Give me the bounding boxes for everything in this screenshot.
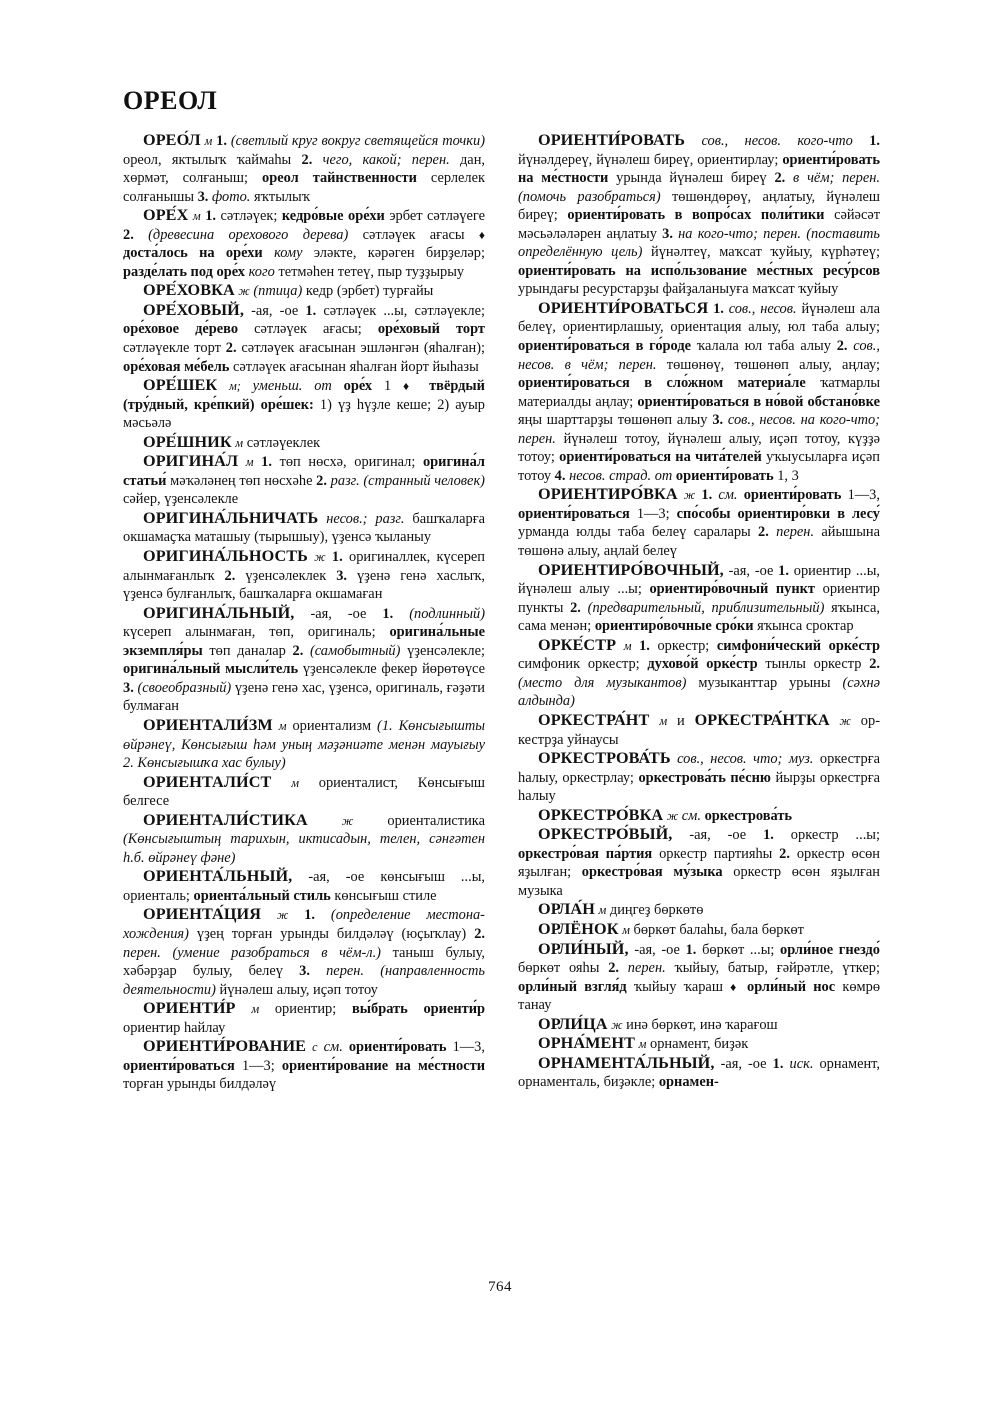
- entry-sense-number: 1.: [713, 300, 724, 317]
- entry-label: (предварительный, приблизительный): [587, 599, 825, 616]
- dictionary-entry: [123, 811, 485, 868]
- entry-label: (самобытный): [309, 642, 401, 659]
- entry-gender: м: [278, 718, 287, 733]
- entry-phrase: ориенти́роваться в сло́жном материа́ле: [518, 375, 806, 392]
- entry-gloss: яҡынса сроктар: [757, 618, 854, 635]
- entry-headword: ОРИЕНТИРО́ВКА: [538, 485, 678, 504]
- entry-gloss: яңы шарттарҙы төшөнөп алыу: [518, 412, 708, 429]
- entry-headword: ОРКЕСТРА́НТ: [538, 710, 650, 729]
- dictionary-entry: [123, 509, 485, 547]
- entry-label: см.: [681, 807, 701, 824]
- entry-headword: ОРИГИНА́ЛЬНОСТЬ: [143, 547, 308, 566]
- entry-gloss: башҡаларға окшамаҫҡа маташыу (тырышыу), үҙенсә ҡыланыу: [123, 510, 485, 546]
- dictionary-entry: [123, 452, 485, 509]
- entry-headword: ОРЛЁНОК: [538, 919, 619, 938]
- entry-headword: ОРИЕНТАЛИ́СТ: [143, 772, 272, 791]
- entry-gloss: -ая, -ое: [310, 605, 367, 622]
- entry-label: иск.: [789, 1055, 814, 1072]
- entry-phrase: оре́ховый торт: [377, 321, 485, 338]
- entry-gender: ж: [611, 1017, 623, 1032]
- entry-phrase: оригина́л статьи́: [123, 454, 485, 489]
- entry-headword: ОРИЕНТАЛИ́ЗМ: [143, 715, 273, 734]
- entry-gloss: серлелек солғанышы: [123, 170, 485, 205]
- running-head: ОРЕОЛ: [123, 86, 218, 115]
- entry-gender: м: [291, 775, 299, 790]
- entry-sense-number: 1.: [382, 605, 394, 622]
- entry-gloss: йүнәлеш алыу, иҫәп тотоу: [219, 981, 378, 998]
- entry-gender: м: [192, 209, 201, 224]
- entry-gloss: урында йүнәлеш биреү: [616, 170, 767, 187]
- entry-gloss: оркестр өсөн яҙылған;: [518, 845, 880, 881]
- dictionary-entry: [518, 711, 880, 749]
- entry-gloss: көнсығыш стиле: [334, 887, 437, 904]
- entry-gender: ж: [341, 813, 354, 828]
- entry-gloss: дан, хөрмәт, солғаныш;: [123, 151, 485, 187]
- entry-label: перен. (направленность деятельности): [123, 963, 485, 998]
- entry-gloss: оркестрҙа уйнаусы: [518, 712, 880, 748]
- entry-headword: ОРИГИНА́ЛЬНИЧАТЬ: [143, 508, 319, 527]
- entry-headword: ОРЕО́Л: [143, 131, 201, 149]
- entry-sense-number: 2.: [123, 226, 134, 243]
- entry-headword: ОРЕ́ШЕК: [143, 376, 218, 395]
- entry-gloss: тетмәһен тетеү, пыр туҙҙырыу: [278, 263, 465, 280]
- entry-sense-number: 3.: [299, 963, 310, 980]
- dictionary-entry: [518, 636, 880, 711]
- lozenge-icon: ♦: [402, 379, 418, 394]
- entry-headword: ОРИГИНА́Л: [143, 452, 239, 471]
- entry-headword: ОРИЕНТА́ЛЬНЫЙ,: [143, 867, 293, 886]
- entry-label: (птица): [253, 283, 303, 300]
- entry-headword: ОРКЕ́СТР: [538, 635, 617, 654]
- entry-sense-number: 1.: [205, 208, 216, 225]
- entry-gender: ж: [666, 808, 679, 823]
- dictionary-entry: [123, 867, 485, 905]
- entry-phrase: ореол тайнственности: [262, 170, 417, 187]
- entry-gender: м: [638, 1037, 647, 1052]
- entry-label: см.: [323, 1039, 343, 1056]
- entry-label: (своеобразный): [137, 679, 232, 696]
- entry-headword: ОРНАМЕНТА́ЛЬНЫЙ,: [538, 1053, 715, 1072]
- entry-gloss: оркестр;: [657, 637, 710, 654]
- entry-sense-number: 3.: [197, 188, 209, 205]
- entry-gloss: орнамент, орнаменталь, биҙәкле;: [518, 1055, 880, 1091]
- entry-gloss: ориентир пункты: [518, 581, 880, 616]
- entry-label: уменьш. от: [252, 378, 332, 395]
- entry-gloss: ҡалала юл таба алыу: [696, 338, 831, 355]
- entry-gloss: оркестр партияһы: [659, 845, 773, 862]
- entry-phrase: ориенти́ровать в вопро́сах поли́тики: [567, 207, 825, 224]
- entry-label: перен. (умение разобраться в чём-л.): [123, 944, 381, 961]
- entry-gloss: бөркөт балаһы, бала бөркөт: [633, 921, 804, 938]
- entry-gloss: диңгеҙ бөркөтө: [609, 902, 704, 919]
- entry-headword: ОРИЕНТАЛИ́СТИКА: [143, 810, 308, 829]
- page-number: 764: [488, 1279, 512, 1295]
- entry-gloss: сәйер, үҙенсәлекле: [123, 491, 239, 508]
- entry-phrase: ориенти́ровать: [743, 487, 842, 504]
- entry-sense-number: 2.: [225, 340, 237, 357]
- entry-sense-number: 3.: [662, 225, 673, 242]
- entry-phrase: ориенти́ровать: [348, 1039, 447, 1056]
- entry-gender: м: [245, 455, 254, 470]
- entry-label: (подлинный): [409, 605, 485, 622]
- entry-headword: ОРЕ́Х: [143, 206, 189, 225]
- entry-gloss: сәтләүеклек: [246, 434, 321, 451]
- entry-label: перен.: [776, 524, 815, 541]
- entry-phrase: ориенти́роваться на чита́телей: [559, 449, 762, 466]
- entry-gloss: бөркөт ояһы: [518, 960, 600, 977]
- entry-gloss: көмрө танау: [518, 978, 881, 1014]
- entry-gloss: сәйәсәт мәсьәләләрен аңлатыу: [518, 207, 881, 242]
- entry-gloss: ориентир һайлау: [123, 1019, 226, 1036]
- entry-gender: ж: [683, 488, 696, 503]
- entry-gloss: күсереп алынмаған, төп, оригиналь;: [123, 624, 376, 641]
- dictionary-entry: [123, 1037, 485, 1094]
- entry-sense-number: 2.: [836, 338, 848, 355]
- entry-label: (определение местонахождения): [123, 907, 485, 942]
- entry-headword: ОРЛИ́НЫЙ,: [538, 939, 629, 958]
- entry-label: (1. Көнсығышты өйрәнеү, Көнсығыш һәм уның мәҙәниәте менән мауығыу 2. Көнсығышҡа хас булыу): [123, 717, 485, 772]
- entry-gloss: музыканттар урыны: [698, 674, 831, 691]
- entry-headword: ОРКЕСТРА́НТКА: [694, 710, 830, 729]
- entry-gloss: -ая, -ое: [728, 562, 774, 579]
- entry-gloss: үҙенә генә хаслыҡ, үҙенсә булғанлыҡ, башҡаларға окшамаған: [123, 567, 485, 603]
- entry-gloss: -ая, -ое: [634, 941, 680, 958]
- entry-gloss: таныш булыу, хәбәрҙар булыу, белеү: [123, 944, 485, 980]
- entry-sense-number: 2.: [570, 599, 581, 616]
- entry-headword: ОРЕ́ХОВЫЙ,: [143, 300, 244, 319]
- dictionary-entry: [123, 716, 485, 773]
- entry-label: сов., несов.: [728, 300, 797, 317]
- entry-gloss: и: [677, 712, 685, 729]
- entry-label: несов. страд. от: [569, 467, 673, 484]
- entry-headword: ОРКЕСТРОВА́ТЬ: [538, 749, 671, 768]
- entry-phrase: ориенти́ровать на испо́льзование ме́стных ресу́рсов: [518, 262, 880, 279]
- entry-sense-number: 2.: [758, 524, 769, 541]
- dictionary-entry: [518, 1015, 880, 1035]
- entry-gender: ж: [839, 713, 851, 728]
- entry-gloss: үҙенсәлекле;: [407, 642, 485, 659]
- entry-sense-number: 1.: [778, 562, 789, 579]
- entry-gender: с: [312, 1040, 318, 1055]
- entry-sense-number: 1.: [261, 454, 272, 471]
- entry-sense-number: 1.: [869, 133, 880, 149]
- entry-gloss: үҙенсәлеклек: [245, 567, 327, 584]
- entry-sense-number: 1.: [331, 549, 343, 566]
- dictionary-entry: [123, 604, 485, 716]
- entry-gloss: төшөнөү, төшөнөп алыу, аңлау;: [666, 356, 880, 373]
- entry-label: кого: [248, 263, 275, 280]
- entry-phrase: орли́ный взгля́д: [518, 978, 627, 995]
- entry-label: см.: [718, 487, 738, 504]
- entry-gloss: мәҡәләнең төп нөсхәһе: [170, 472, 313, 489]
- entry-gloss: ориентализм: [292, 717, 372, 734]
- entry-sense-number: 1.: [685, 941, 697, 958]
- entry-gloss: эләкте, кәрәген бирҙеләр;: [313, 245, 485, 262]
- entry-gloss: сәтләүек ағасынан эшләнгән (яһалған);: [241, 340, 485, 357]
- entry-gender: ж: [276, 908, 289, 923]
- entry-gloss: 1: [383, 378, 392, 395]
- entry-sense-number: 2.: [301, 151, 313, 168]
- dictionary-entry: [518, 561, 880, 636]
- entry-sense-number: 1.: [763, 827, 774, 844]
- entry-gloss: 1—3;: [241, 1057, 275, 1074]
- entry-headword: ОРКЕСТРО́ВКА: [538, 805, 664, 824]
- entry-gloss: 1—3;: [636, 505, 670, 522]
- entry-gloss: торған урынды билдәләү: [123, 1076, 277, 1093]
- entry-gloss: төп даналар: [209, 642, 286, 659]
- entry-gloss: сәтләүек ...ы, сәтләүекле;: [323, 302, 485, 319]
- entry-gloss: ҡатмарлы материалды аңлау;: [518, 375, 880, 410]
- entry-gloss: оркестр ...ы;: [790, 827, 880, 844]
- dictionary-entry: [518, 825, 880, 900]
- entry-headword: ОРИЕНТИ́Р: [143, 999, 236, 1018]
- entry-phrase: ориентиро́вочный пункт: [649, 581, 816, 598]
- entry-phrase: орли́ное гнездо́: [780, 941, 880, 958]
- entry-gloss: үҙең торған урынды билдәләү (юҫыҡлау): [196, 925, 467, 942]
- entry-label: чего, какой; перен.: [322, 151, 450, 168]
- entry-gloss: йүнәлдереү, йүнәлеш биреү, ориентирлау;: [518, 151, 779, 168]
- entry-phrase: доста́лось на оре́хи: [123, 245, 263, 262]
- entry-gloss: сәтләүек ағасы;: [254, 321, 362, 338]
- entry-headword: ОРИЕНТИ́РОВАТЬСЯ: [538, 298, 709, 317]
- entry-phrase: оркестро́вая па́ртия: [518, 845, 653, 862]
- entry-sense-number: 3.: [712, 412, 724, 429]
- dictionary-entry: [123, 999, 485, 1037]
- entry-gloss: ориенталистика: [387, 812, 485, 829]
- entry-gender: ж: [238, 284, 250, 299]
- entry-gender: м: [251, 1002, 260, 1017]
- entry-gloss: йүнәлеш тотоу, йүнәлеш алыу, иҫәп тотоу, күҙҙә тотоу;: [518, 430, 880, 466]
- entry-sense-number: 4.: [554, 467, 566, 484]
- entry-phrase: ориентиро́вочные сро́ки: [594, 618, 754, 635]
- entry-sense-number: 2.: [608, 960, 619, 977]
- entry-headword: ОРИЕНТИ́РОВАНИЕ: [143, 1037, 307, 1056]
- entry-label: в чём; перен. (помочь разобраться): [518, 170, 880, 205]
- entry-sense-number: 2.: [774, 170, 786, 187]
- entry-gloss: үҙенсәлекле фекер йөрөтөүсе: [302, 661, 485, 678]
- entry-headword: ОРКЕСТРО́ВЫЙ,: [538, 825, 673, 844]
- entry-sense-number: 1.: [701, 487, 713, 504]
- entry-phrase: ориенти́роваться: [518, 505, 630, 522]
- entry-phrase: ориенти́роваться: [123, 1057, 235, 1074]
- entry-gloss: айышына төшөнә алыу, аңлай белеү: [518, 524, 880, 560]
- dictionary-entry: [518, 299, 880, 485]
- entry-gender: м: [204, 134, 213, 148]
- entry-gloss: ориентир;: [274, 1001, 337, 1018]
- entry-label: (место для музыкантов): [518, 674, 687, 691]
- dictionary-entry: [123, 547, 485, 604]
- entry-label: сов., несов. в чём; перен.: [518, 338, 880, 373]
- entry-phrase: оре́ховое де́рево: [123, 321, 239, 338]
- entry-gender: ж: [314, 550, 326, 565]
- dictionary-entry: [123, 773, 485, 811]
- entry-sense-number: 2.: [474, 925, 485, 942]
- entry-sense-number: 1.: [639, 637, 650, 654]
- entry-phrase: ориенти́роваться в го́роде: [518, 338, 691, 355]
- entry-gloss: ҡыйыу, батыр, ғәйрәтле, үткер;: [674, 960, 880, 977]
- entry-gloss: 1) үҙ һүҙле кеше; 2) ауыр мәсьәлә: [123, 396, 485, 432]
- entry-gloss: инә бөркөт, инә ҡарағош: [626, 1016, 778, 1033]
- entry-gloss: үҙенә генә хас, үҙенсә, оригиналь, ғәҙәти булмаған: [123, 679, 485, 715]
- entry-gloss: сәтләүек ағасы: [362, 226, 465, 243]
- entry-phrase: орли́ный нос: [747, 978, 836, 995]
- entry-sense-number: 1.: [216, 133, 227, 149]
- dictionary-entry: [123, 376, 485, 433]
- text-columns: [123, 131, 880, 1266]
- entry-phrase: спо́собы ориентиро́вки в лесу́: [676, 505, 880, 522]
- entry-label: сов., несов. кого-что: [701, 133, 853, 149]
- entry-gloss: төшөндөрөү, аңлатыу, йүнәлеш биреү;: [518, 188, 880, 224]
- entry-gender: м;: [229, 379, 241, 394]
- entry-phrase: симфони́ческий орке́стр: [716, 637, 880, 654]
- entry-sense-number: 2.: [292, 642, 304, 659]
- entry-sense-number: 2.: [779, 845, 790, 862]
- entry-phrase: ориента́льный стиль: [193, 887, 331, 904]
- entry-gloss: урындағы ресурстарҙы файҙаланыуға маҡсат ҡуйыу: [518, 281, 839, 298]
- dictionary-entry: [518, 131, 880, 299]
- dictionary-entry: [518, 806, 880, 826]
- dictionary-entry: [518, 485, 880, 560]
- entry-phrase: орнамен-: [658, 1074, 719, 1091]
- entry-sense-number: 1.: [304, 907, 315, 924]
- entry-sense-number: 2.: [869, 656, 880, 673]
- entry-gloss: -ая, -ое көнсығыш ...ы, ориенталь;: [123, 869, 485, 904]
- entry-gender: м: [598, 903, 607, 918]
- dictionary-entry: [123, 131, 485, 206]
- entry-sense-number: 3.: [336, 567, 347, 584]
- entry-headword: ОРИГИНА́ЛЬНЫЙ,: [143, 603, 295, 622]
- entry-sense-number: 1.: [772, 1055, 784, 1072]
- entry-sense-number: 1.: [305, 302, 317, 319]
- entry-phrase: ориенти́ровать на ме́стности: [518, 151, 880, 187]
- entry-gender: м: [622, 922, 630, 937]
- entry-label: кому: [274, 245, 303, 262]
- entry-label: (Көнсығыштың тарихын, иктисадын, телен, сәнғәтен һ.б. өйрәнеү фәне): [123, 831, 485, 866]
- entry-gloss: симфоник оркестр;: [518, 656, 640, 673]
- entry-label: разг. (странный человек): [330, 472, 485, 489]
- entry-gloss: яҡынса, сама менән;: [518, 599, 880, 635]
- lozenge-icon: ♦: [478, 227, 485, 242]
- entry-phrase: ориенти́роваться в но́вой обстано́вке: [637, 393, 880, 410]
- entry-sense-number: 3.: [123, 679, 134, 696]
- dictionary-entry: [123, 905, 485, 999]
- dictionary-entry: [123, 301, 485, 376]
- entry-headword: ОРЕ́ХОВКА: [143, 281, 235, 300]
- entry-gloss: орнамент, биҙәк: [650, 1036, 749, 1053]
- entry-phrase: оре́х: [343, 378, 373, 395]
- entry-phrase: разде́лать под оре́х: [123, 263, 246, 280]
- entry-gloss: йүнәлеш ала белеү, ориентирлашыу, ориентация алыу, юл таба алыу;: [518, 300, 880, 336]
- entry-label: фото.: [212, 188, 251, 205]
- entry-gloss: тынлы оркестр: [765, 656, 862, 673]
- dictionary-entry: [518, 1054, 880, 1092]
- entry-gloss: сәтләүекле торт: [123, 340, 221, 357]
- entry-phrase: вы́брать ориенти́р: [352, 1001, 485, 1018]
- dictionary-entry: [518, 900, 880, 920]
- entry-gloss: эрбет сәтләүеге: [389, 208, 485, 225]
- entry-gloss: -ая, -ое: [689, 827, 747, 844]
- entry-gloss: сәтләүек;: [220, 208, 278, 225]
- entry-sense-number: 2.: [316, 472, 327, 489]
- entry-gloss: оркестрға һалыу, оркестрлау;: [518, 751, 880, 786]
- entry-gloss: урманда юлды таба белеү саралары: [518, 524, 751, 541]
- entry-gloss: бөркөт ...ы;: [702, 941, 775, 958]
- lozenge-icon: ♦: [730, 979, 740, 994]
- dictionary-entry: [518, 920, 880, 940]
- entry-phrase: духово́й орке́стр: [647, 656, 758, 673]
- dictionary-entry: [518, 749, 880, 806]
- entry-headword: ОРЛА́Н: [538, 900, 595, 919]
- column-left: [123, 131, 485, 1266]
- entry-label: (сәхнә алдында): [518, 674, 880, 710]
- entry-gloss: оригиналлек, күсереп алынмағанлыҡ: [123, 549, 485, 584]
- entry-phrase: оркестрова́ть пе́сню: [638, 769, 771, 786]
- entry-label: сов., несов. на кого-что; перен.: [518, 412, 880, 447]
- entry-gender: м: [235, 435, 244, 450]
- entry-gloss: -ая, -ое: [251, 302, 299, 319]
- entry-gloss: төп нөсхә, оригинал;: [279, 454, 416, 471]
- entry-phrase: оркестро́вая му́зыка: [581, 864, 723, 881]
- entry-phrase: ориенти́ровать: [675, 467, 774, 484]
- dictionary-entry: [518, 940, 880, 1015]
- entry-sense-number: 2.: [224, 567, 236, 584]
- dictionary-entry: [518, 1034, 880, 1054]
- entry-headword: ОРИЕНТИРО́ВОЧНЫЙ,: [538, 560, 724, 579]
- entry-gender: м: [659, 713, 668, 728]
- entry-headword: ОРНА́МЕНТ: [538, 1034, 636, 1053]
- entry-label: на кого-что; перен. (поставить определённую цель): [518, 225, 880, 261]
- dictionary-entry: [123, 433, 485, 453]
- entry-headword: ОРИЕНТА́ЦИЯ: [143, 905, 262, 924]
- entry-phrase: оригина́льные экземпля́ры: [123, 624, 485, 659]
- entry-label: несов.; разг.: [326, 510, 405, 527]
- entry-gloss: ориентир ...ы, йүнәлеш алыу ...ы;: [518, 562, 880, 598]
- entry-gloss: 1—3,: [847, 487, 880, 504]
- entry-phrase: оркестрова́ть: [704, 807, 793, 824]
- entry-label: перен.: [627, 960, 666, 977]
- entry-gloss: ориенталист, Көнсығыш белгесе: [123, 774, 485, 810]
- entry-gloss: уҡыусыларға иҫәп тотоу: [518, 449, 880, 484]
- dictionary-entry: [123, 281, 485, 301]
- entry-headword: ОРИЕНТИ́РОВАТЬ: [538, 131, 686, 149]
- entry-phrase: оре́ховая ме́бель: [123, 358, 230, 375]
- entry-phrase: кедро́вые оре́хи: [281, 208, 385, 225]
- entry-headword: ОРЛИ́ЦА: [538, 1014, 608, 1033]
- entry-phrase: оригина́льный мысли́тель: [123, 661, 299, 678]
- entry-headword: ОРЕ́ШНИК: [143, 432, 232, 451]
- dictionary-entry: [123, 206, 485, 281]
- entry-gloss: йүнәлтеү, маҡсат ҡуйыу, күрһәтеү;: [651, 244, 880, 261]
- entry-gloss: 1, 3: [777, 467, 799, 484]
- entry-gloss: ореол, яктылыҡ ҡаймаһы: [123, 151, 292, 168]
- entry-label: (светлый круг вокруг светящейся точки): [230, 133, 486, 149]
- entry-label: (древесина орехового дерева): [148, 226, 349, 243]
- entry-gloss: яҡтылыҡ: [254, 188, 310, 205]
- entry-phrase: твёрдый (тру́дный, кре́пкий) оре́шек:: [123, 378, 485, 413]
- entry-gloss: оркестр өсөн яҙылған музыка: [518, 864, 880, 899]
- entry-phrase: ориенти́рование на ме́стности: [281, 1057, 485, 1074]
- entry-gloss: кедр (эрбет) турғайы: [305, 283, 434, 300]
- entry-gloss: -ая, -ое: [720, 1055, 767, 1072]
- column-right: [518, 131, 880, 1266]
- entry-label: сов., несов. что; муз.: [677, 751, 814, 768]
- entry-gloss: 1—3,: [452, 1039, 485, 1056]
- entry-gloss: йырҙы оркестрға һалыу: [518, 769, 881, 805]
- entry-gloss: сәтләүек ағасынан яһалған йорт йыһазы: [233, 358, 479, 375]
- entry-gloss: ҡыйыу ҡараш: [633, 978, 723, 995]
- entry-gender: м: [623, 638, 632, 653]
